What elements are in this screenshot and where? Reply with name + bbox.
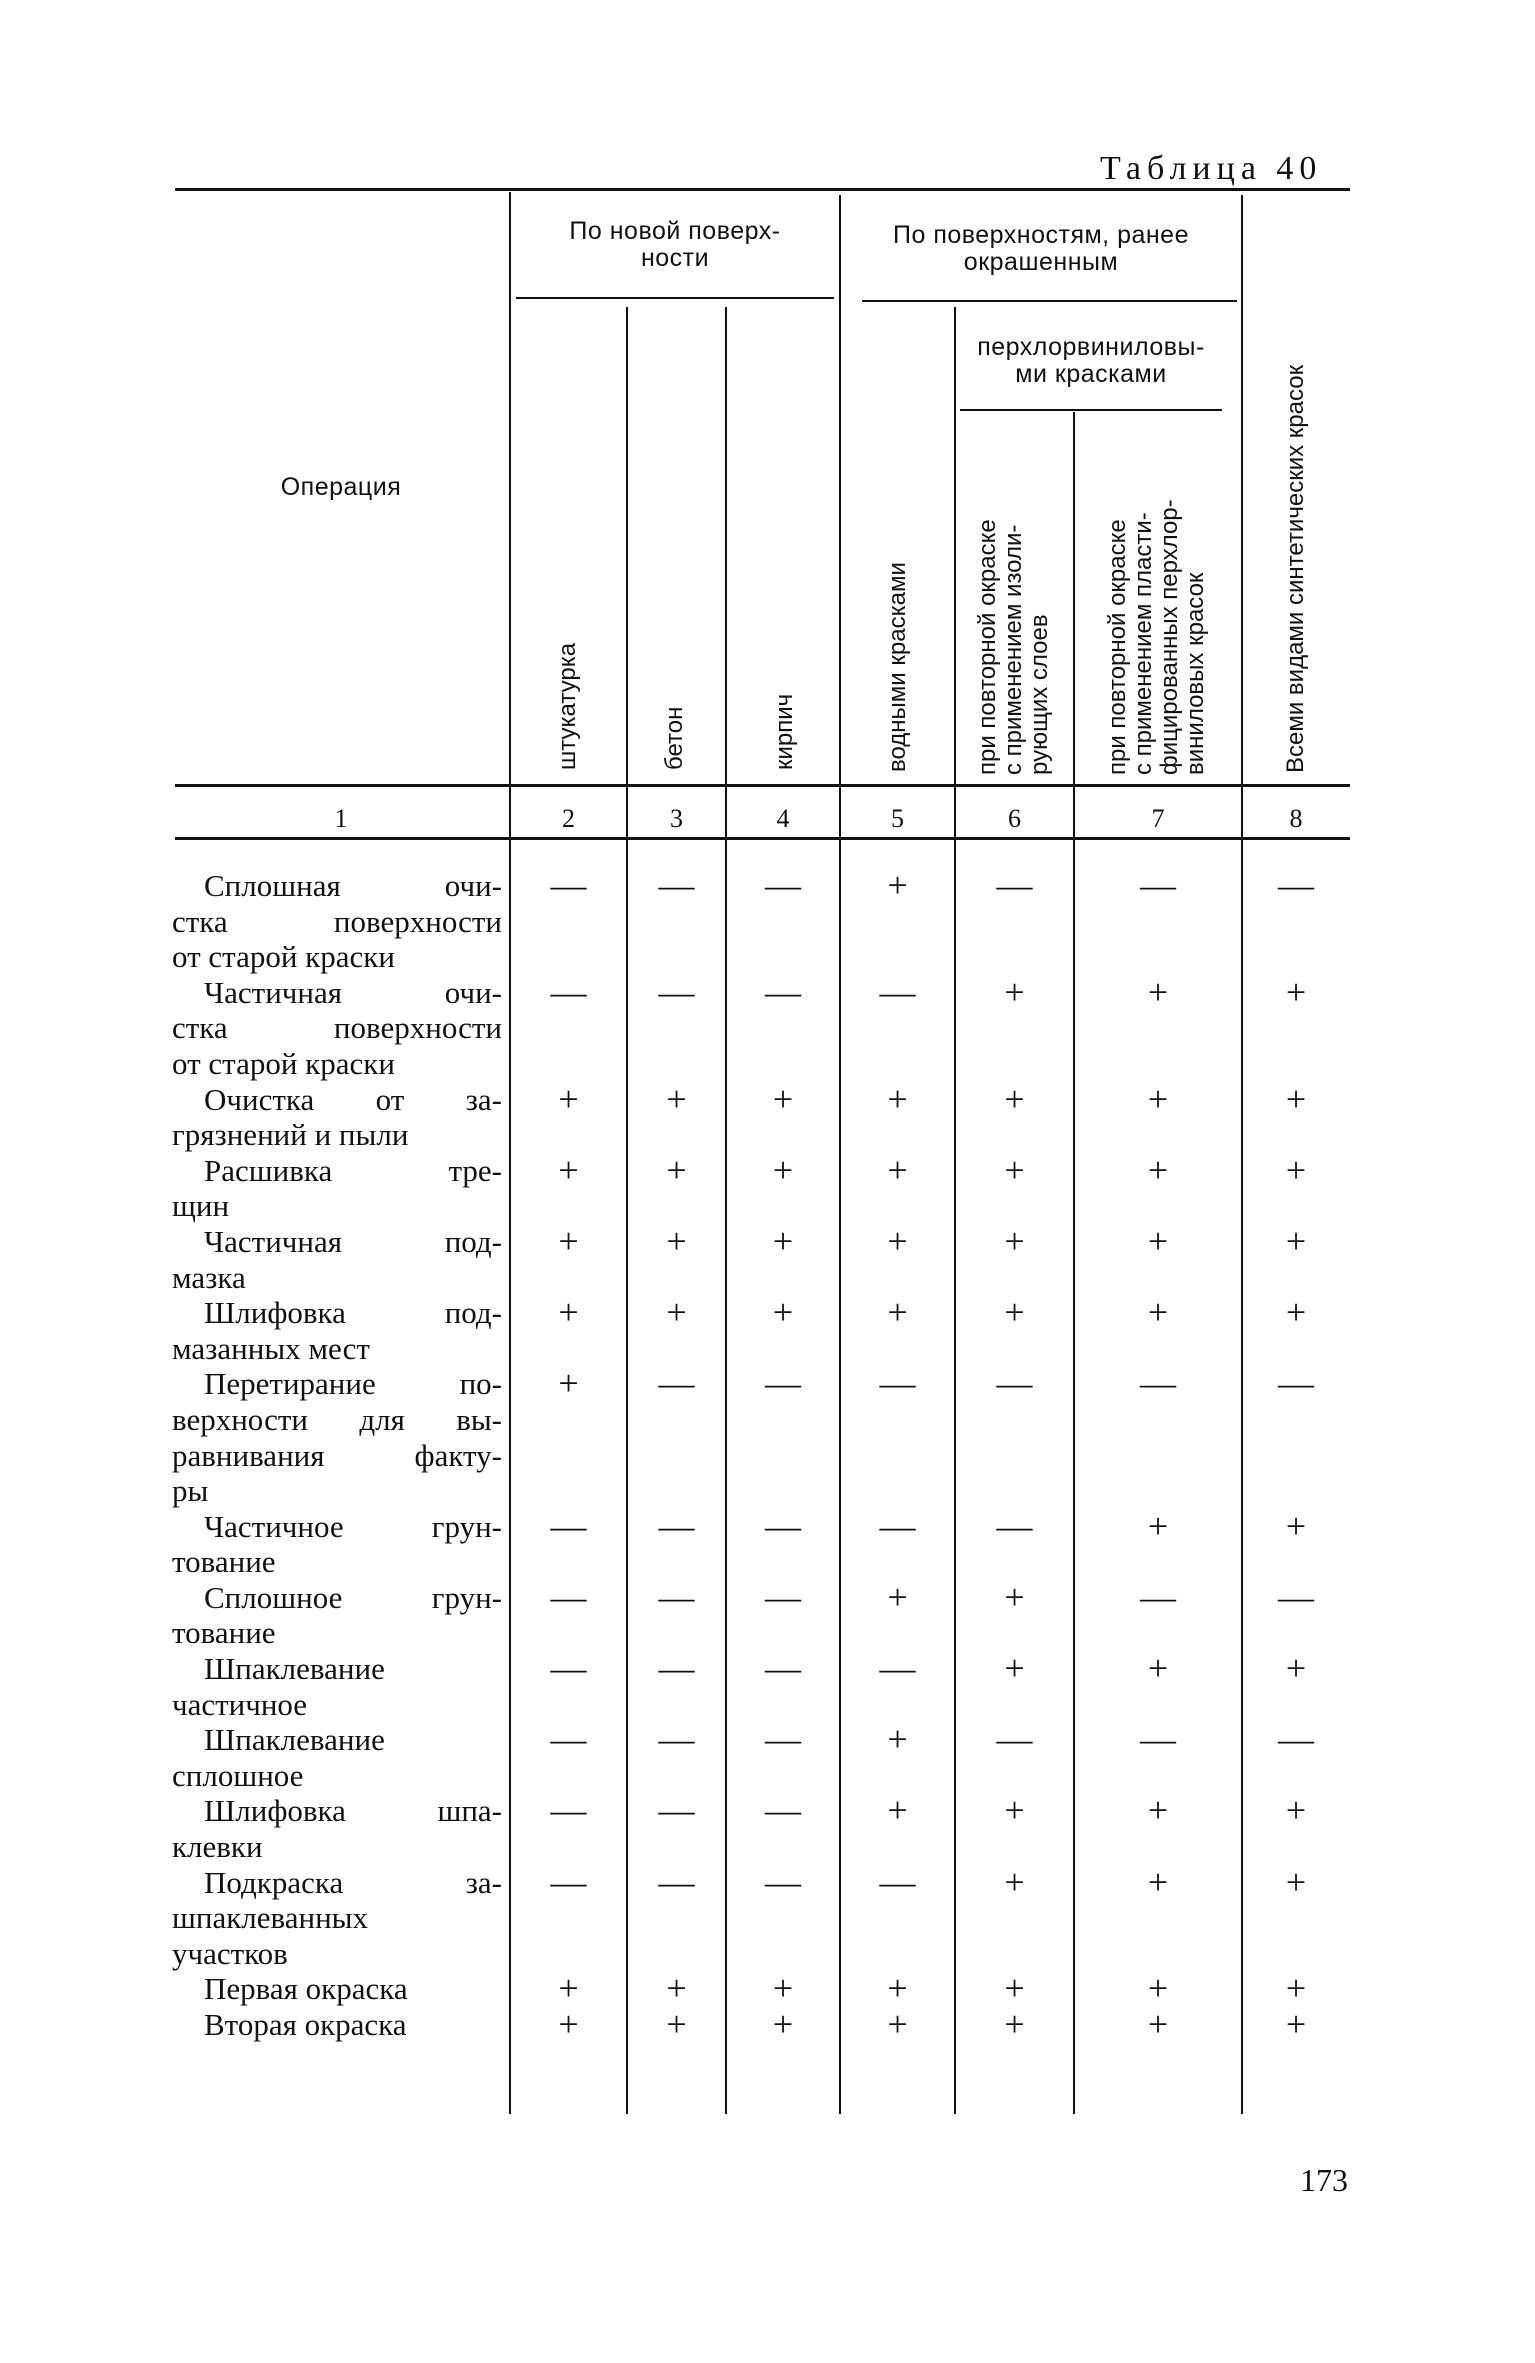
mark-dash: — [765,865,801,905]
mark-plus: + [772,1968,794,2009]
mark-dash: — [658,865,695,905]
operation-line: Первая окраска [204,1971,408,2007]
mark-plus: + [887,1149,908,1190]
table-row [172,1790,1350,1865]
operation-cell [172,2007,510,2043]
operation-line: Шпаклевание [204,1651,385,1687]
operation-line: равнивания факту- [172,1437,502,1473]
operation-line: мазка [172,1259,246,1295]
header-line: рующих слоев [1026,614,1053,775]
mark-dash: — [765,971,801,1012]
operation-line: Сплошное грун- [204,1579,502,1615]
mark-plus: + [772,1149,794,1190]
mark-dash: — [879,1861,916,1902]
operation-line: верхности для вы- [172,1401,502,1437]
operation-line: Шпаклевание [204,1722,385,1758]
operation-line: мазанных мест [172,1330,370,1366]
table-row [172,1861,1350,1972]
mark-plus: + [1147,971,1169,1012]
mark-plus: + [666,2004,687,2044]
mark-plus: + [1285,971,1307,1012]
mark-dash: — [879,971,916,1012]
col-number: 6 [1008,804,1021,833]
mark-plus: + [1004,971,1025,1012]
mark-plus: + [666,1968,687,2009]
mark-plus: + [1285,1968,1307,2009]
operation-line: стка поверхности [172,903,502,939]
table-row [172,1149,1350,1224]
mark-plus: + [558,1149,579,1190]
header-line: По новой поверх- [569,217,781,245]
operation-line: Частичная очи- [204,974,502,1010]
mark-dash: — [1278,1576,1314,1617]
mark-dash: — [1140,1363,1176,1404]
mark-dash: — [550,1719,587,1760]
mark-plus: + [887,1719,908,1760]
rule-group-new [516,297,834,299]
mark-plus: + [558,1220,579,1261]
mark-plus: + [558,1363,579,1404]
mark-dash: — [996,1505,1033,1546]
table-row [172,1363,1350,1509]
operation-cell [172,1509,510,1580]
mark-plus: + [1004,1078,1025,1119]
col-number: 7 [1151,804,1165,833]
operation-line: Подкраска за- [204,1864,502,1900]
mark-plus: + [1004,1149,1025,1190]
mark-plus: + [887,1790,908,1831]
operation-cell [172,1971,510,2007]
mark-plus: + [1147,1505,1169,1546]
header-bottom-rule [175,784,1350,787]
mark-plus: + [666,1220,687,1261]
mark-dash: — [1140,1719,1176,1760]
operation-cell [172,1722,510,1793]
mark-plus: + [1285,1149,1307,1190]
header-col7 [1105,420,1209,775]
header-line: фицированных перхлор- [1156,499,1183,775]
operation-line: стка поверхности [172,1010,502,1046]
mark-dash: — [550,1790,587,1831]
col-number: 8 [1289,804,1303,833]
page-number: 173 [1300,2162,1348,2198]
operation-line: участков [172,1935,288,1971]
mark-plus: + [558,1078,579,1119]
header-line: По поверхностям, ранее [893,221,1189,249]
col-number: 3 [670,804,683,833]
header-col6 [975,420,1053,775]
mark-plus: + [1285,1078,1307,1119]
mark-plus: + [772,2004,794,2044]
operation-line: Расшивка тре- [204,1152,502,1188]
mark-plus: + [558,1292,579,1333]
mark-dash: — [550,971,587,1012]
mark-plus: + [1285,1648,1307,1689]
operation-line: частичное [172,1686,308,1722]
mark-plus: + [1004,1648,1025,1689]
operation-line: ры [172,1473,209,1509]
operation-line: Шлифовка шпа- [204,1793,502,1829]
operation-cell [172,1224,510,1295]
mark-dash: — [765,1861,801,1902]
table-row [172,1648,1350,1722]
operation-cell [172,868,510,975]
table-body [172,865,1350,2044]
mark-plus: + [772,1078,794,1119]
operation-cell [172,975,510,1082]
rule-group-painted [862,300,1237,302]
mark-dash: — [658,1576,695,1617]
mark-plus: + [887,1968,908,2009]
mark-plus: + [887,1078,908,1119]
mark-plus: + [666,1078,687,1119]
mark-plus: + [887,865,908,905]
mark-dash: — [765,1719,801,1760]
mark-dash: — [765,1648,801,1689]
mark-dash: — [658,1719,695,1760]
mark-dash: — [765,1363,801,1404]
mark-plus: + [1004,2004,1025,2044]
header-line: ности [640,244,710,272]
mark-plus: + [887,1576,908,1617]
mark-plus: + [772,1220,794,1261]
table-row [172,2004,1350,2044]
mark-plus: + [1285,1505,1307,1546]
header-line: при повторной окраске [974,519,1001,775]
mark-plus: + [1147,1648,1169,1689]
mark-dash: — [550,865,587,905]
mark-dash: — [1278,1363,1314,1404]
operation-line: грязнений и пыли [172,1117,409,1153]
operation-cell [172,1580,510,1651]
rule-subgroup-pvc [960,409,1222,411]
operation-line: тование [172,1544,276,1580]
mark-dash: — [1278,865,1314,905]
mark-plus: + [666,1149,687,1190]
mark-dash: — [765,1576,801,1617]
mark-plus: + [1147,1292,1169,1333]
col-number: 2 [562,804,575,833]
operation-line: Частичное грун- [204,1508,502,1544]
mark-plus: + [887,2004,908,2044]
operation-cell [172,1295,510,1366]
mark-dash: — [996,1363,1033,1404]
operation-line: Шлифовка под- [204,1295,502,1331]
operation-cell [172,1651,510,1722]
mark-dash: — [658,1648,695,1689]
mark-plus: + [1285,1292,1307,1333]
operation-cell [172,1793,510,1864]
header-line: ми красками [1015,360,1167,388]
mark-dash: — [1278,1719,1314,1760]
operation-line: Вторая окраска [204,2007,407,2042]
mark-plus: + [1147,1861,1169,1902]
operation-line: клевки [172,1829,263,1865]
mark-plus: + [772,1292,794,1333]
header-col8: Всеми видами синтетических красок [1282,364,1309,773]
col-number: 5 [891,804,904,833]
header-subgroup-pvc [957,334,1225,388]
mark-plus: + [1147,2004,1169,2044]
mark-plus: + [558,2004,579,2044]
mark-dash: — [658,971,695,1012]
table-title: Таблица 40 [1100,150,1323,187]
mark-dash: — [765,1505,801,1546]
header-line: с применением изоли- [1000,524,1027,775]
operation-line: шпаклеванных [172,1900,369,1936]
table-row [172,1576,1350,1651]
table-row [172,1220,1350,1295]
operation-line: сплошное [172,1757,304,1793]
mark-dash: — [550,1861,587,1902]
mark-plus: + [1285,1220,1307,1261]
operation-cell [172,1082,510,1153]
operation-line: Перетирание по- [204,1366,502,1402]
mark-plus: + [1004,1861,1025,1902]
mark-dash: — [765,1790,801,1831]
mark-plus: + [887,1292,908,1333]
header-group-new [512,218,838,272]
operation-line: Частичная под- [204,1223,502,1259]
mark-dash: — [879,1505,916,1546]
mark-plus: + [1147,1968,1169,2009]
mark-plus: + [1147,1220,1169,1261]
mark-dash: — [996,865,1033,905]
header-col4: кирпич [771,693,798,770]
operation-cell [172,1865,510,1972]
col-number: 4 [776,804,790,833]
mark-dash: — [658,1363,695,1404]
operation-line: тование [172,1615,276,1651]
mark-plus: + [666,1292,687,1333]
header-col3: бетон [661,706,688,770]
header-line: перхлорвиниловы- [977,333,1205,361]
mark-plus: + [1285,2004,1307,2044]
header-line: с применением пласти- [1130,512,1157,775]
mark-dash: — [1140,865,1176,905]
table-row [172,1968,1350,2009]
mark-plus: + [887,1220,908,1261]
mark-dash: — [550,1505,587,1546]
mark-plus: + [1147,1149,1169,1190]
mark-dash: — [1140,1576,1176,1617]
mark-dash: — [879,1363,916,1404]
mark-plus: + [1147,1790,1169,1831]
table-row [172,1505,1350,1580]
mark-plus: + [1004,1220,1025,1261]
operation-cell [172,1366,510,1508]
table-row [172,971,1350,1082]
mark-plus: + [1004,1292,1025,1333]
header-col2: штукатурка [554,642,581,770]
mark-plus: + [1004,1968,1025,2009]
mark-plus: + [1004,1790,1025,1831]
table-top-rule [175,188,1350,191]
header-line: при повторной окраске [1104,519,1131,775]
mark-plus: + [1147,1078,1169,1119]
mark-dash: — [658,1861,695,1902]
mark-dash: — [550,1648,587,1689]
mark-dash: — [658,1790,695,1831]
mark-plus: + [1285,1861,1307,1902]
mark-plus: + [558,1968,579,2009]
header-line: виниловых красок [1182,572,1209,775]
operation-line: Сплошная очи- [204,868,502,903]
table-row [172,1078,1350,1153]
operation-line: от старой краски [172,1045,395,1081]
operation-cell [172,1153,510,1224]
mark-plus: + [1285,1790,1307,1831]
header-line: окрашенным [963,248,1119,276]
header-col5: водными красками [884,562,911,772]
header-operation: Операция [280,473,402,501]
table-row [172,1292,1350,1366]
operation-line: от старой краски [172,939,395,975]
mark-dash: — [879,1648,916,1689]
mark-dash: — [658,1505,695,1546]
operation-line: щин [172,1188,230,1224]
table-row [172,1719,1350,1793]
header-group-painted [842,222,1240,276]
operation-line: Очистка от за- [204,1081,502,1117]
mark-plus: + [1004,1576,1025,1617]
numbers-bottom-rule [175,837,1350,840]
table-row [172,865,1350,975]
mark-dash: — [996,1719,1033,1760]
col-number: 1 [334,804,348,833]
mark-dash: — [550,1576,587,1617]
